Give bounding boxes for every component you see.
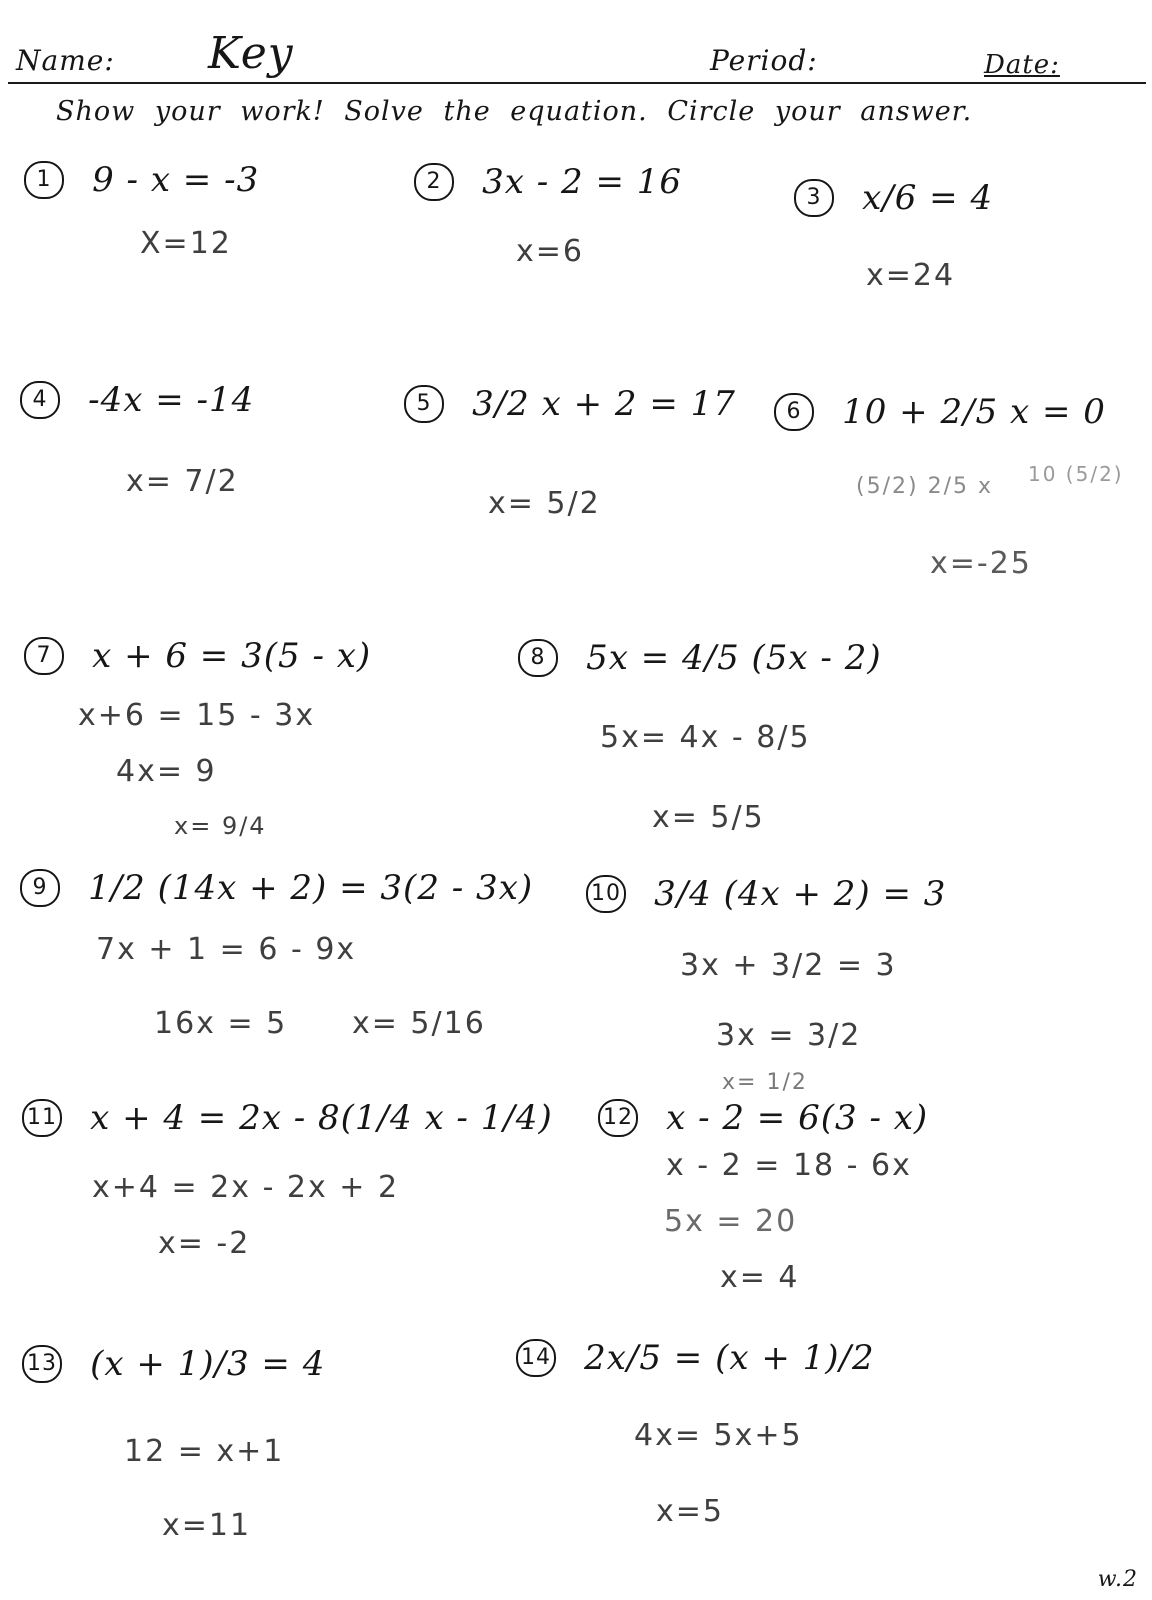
work-line: x= 5/5 bbox=[652, 800, 765, 835]
name-value: Key bbox=[208, 28, 294, 79]
problem-equation: 10 + 2/5 x = 0 bbox=[842, 392, 1106, 432]
problem-equation: x + 4 = 2x - 8(1/4 x - 1/4) bbox=[90, 1098, 553, 1138]
problem-equation: 5x = 4/5 (5x - 2) bbox=[586, 638, 882, 678]
problem-number: 11 bbox=[22, 1099, 62, 1137]
problem-7 bbox=[24, 636, 371, 676]
work-line: 7x + 1 = 6 - 9x bbox=[96, 932, 357, 967]
problem-equation: 1/2 (14x + 2) = 3(2 - 3x) bbox=[88, 868, 534, 908]
header-rule bbox=[8, 82, 1146, 84]
problem-1 bbox=[24, 160, 259, 200]
work-line: 4x= 9 bbox=[116, 754, 217, 789]
problem-13 bbox=[22, 1344, 325, 1384]
period-label: Period: bbox=[710, 44, 818, 77]
work-line: 10 (5/2) bbox=[1028, 462, 1124, 486]
problem-9 bbox=[20, 868, 533, 908]
problem-number: 8 bbox=[518, 639, 558, 677]
problem-number: 6 bbox=[774, 393, 814, 431]
work-line: 5x= 4x - 8/5 bbox=[600, 720, 811, 755]
problem-equation: 2x/5 = (x + 1)/2 bbox=[584, 1338, 875, 1378]
problem-equation: 3/2 x + 2 = 17 bbox=[472, 384, 736, 424]
work-line: 3x + 3/2 = 3 bbox=[680, 948, 897, 983]
work-line: 16x = 5 bbox=[154, 1006, 288, 1041]
problem-equation: -4x = -14 bbox=[88, 380, 255, 420]
work-line: x=5 bbox=[656, 1494, 724, 1529]
problem-11 bbox=[22, 1098, 553, 1138]
page-corner-mark: w.2 bbox=[1097, 1567, 1138, 1592]
work-line: x= 5/16 bbox=[352, 1006, 486, 1041]
problem-number: 14 bbox=[516, 1339, 556, 1377]
problem-equation: 3/4 (4x + 2) = 3 bbox=[654, 874, 947, 914]
problem-8 bbox=[518, 638, 882, 678]
work-line: x= 1/2 bbox=[722, 1070, 808, 1095]
problem-equation: x/6 = 4 bbox=[862, 178, 994, 218]
problem-number: 3 bbox=[794, 179, 834, 217]
work-line: x= 7/2 bbox=[126, 464, 239, 499]
problem-number: 13 bbox=[22, 1345, 62, 1383]
problem-10 bbox=[586, 874, 946, 914]
problem-equation: x + 6 = 3(5 - x) bbox=[92, 636, 372, 676]
work-line: x+6 = 15 - 3x bbox=[78, 698, 316, 733]
work-line: x= 4 bbox=[720, 1260, 800, 1295]
problem-number: 4 bbox=[20, 381, 60, 419]
problem-number: 9 bbox=[20, 869, 60, 907]
work-line: x=-25 bbox=[930, 546, 1032, 581]
problem-2 bbox=[414, 162, 682, 202]
work-line: x=11 bbox=[162, 1508, 252, 1543]
problem-6 bbox=[774, 392, 1106, 432]
work-line: x - 2 = 18 - 6x bbox=[666, 1148, 912, 1183]
problem-3 bbox=[794, 178, 993, 218]
problem-number: 12 bbox=[598, 1099, 638, 1137]
problem-12 bbox=[598, 1098, 928, 1138]
problem-4 bbox=[20, 380, 254, 420]
problem-5 bbox=[404, 384, 736, 424]
work-line: X=12 bbox=[140, 226, 232, 261]
work-line: x= 9/4 bbox=[174, 812, 267, 840]
problem-number: 5 bbox=[404, 385, 444, 423]
problem-14 bbox=[516, 1338, 875, 1378]
problem-equation: (x + 1)/3 = 4 bbox=[90, 1344, 326, 1384]
work-line: x= 5/2 bbox=[488, 486, 601, 521]
problem-equation: 9 - x = -3 bbox=[92, 160, 260, 200]
problem-number: 2 bbox=[414, 163, 454, 201]
work-line: x=24 bbox=[866, 258, 956, 293]
problem-number: 7 bbox=[24, 637, 64, 675]
instructions: Show your work! Solve the equation. Circle your answer. bbox=[56, 96, 973, 127]
problem-equation: 3x - 2 = 16 bbox=[482, 162, 683, 202]
work-line: 4x= 5x+5 bbox=[634, 1418, 803, 1453]
work-line: x=6 bbox=[516, 234, 584, 269]
work-line: 12 = x+1 bbox=[124, 1434, 285, 1469]
problem-number: 10 bbox=[586, 875, 626, 913]
work-line: x+4 = 2x - 2x + 2 bbox=[92, 1170, 400, 1205]
name-label: Name: bbox=[16, 44, 115, 77]
work-line: x= -2 bbox=[158, 1226, 251, 1261]
problem-number: 1 bbox=[24, 161, 64, 199]
work-line: (5/2) 2/5 x bbox=[856, 474, 993, 499]
date-label: Date: bbox=[984, 50, 1060, 80]
work-line: 3x = 3/2 bbox=[716, 1018, 862, 1053]
work-line: 5x = 20 bbox=[664, 1204, 798, 1239]
problem-equation: x - 2 = 6(3 - x) bbox=[666, 1098, 929, 1138]
